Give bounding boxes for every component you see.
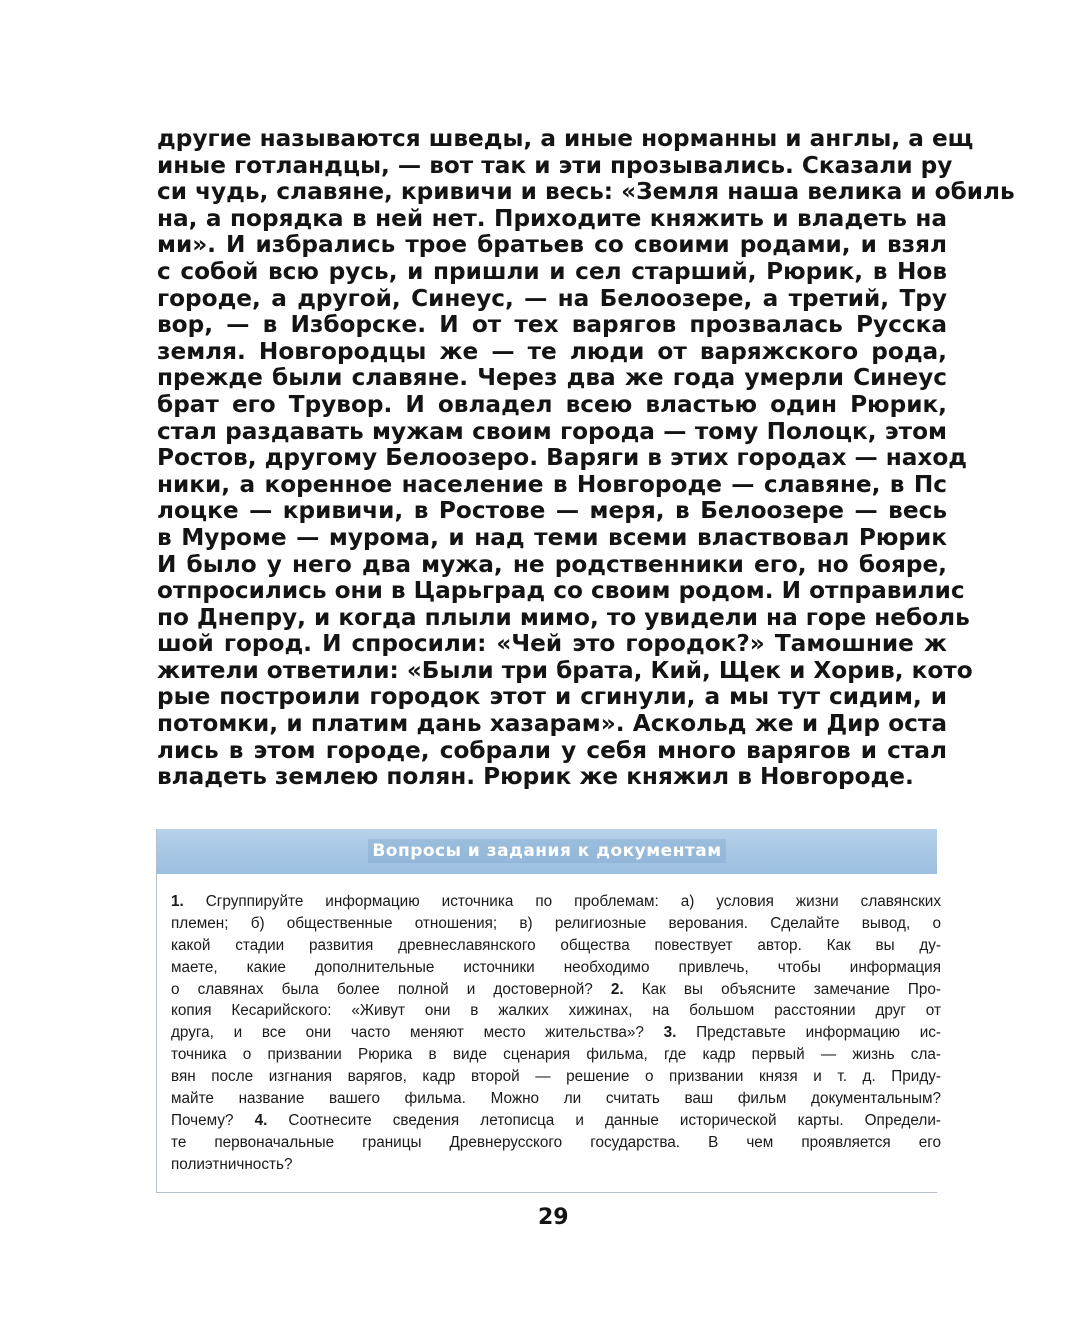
text-line: вор, — в Изборске. И от тех варягов прозвалась Русска <box>157 311 947 339</box>
questions-box <box>156 829 941 1193</box>
text-line: Ростов, другому Белоозеро. Варяги в этих городах — наход <box>157 444 968 472</box>
question-line <box>171 913 941 935</box>
questions-title: Вопросы и задания к документам <box>368 839 725 863</box>
question-line <box>171 979 941 1001</box>
text-line: лоцке — кривичи, в Ростове — меря, в Белоозере — весь <box>157 497 947 525</box>
text-line: владеть землею полян. Рюрик же княжил в Новгороде. <box>157 763 914 791</box>
text-line: брат его Трувор. И овладел всею властью один Рюрик, <box>157 390 947 418</box>
question-text: какой стадии развития древнеславянского общества повествует автор. Как вы ду- <box>171 936 941 954</box>
text-line: отпросились они в Царьград со своим родом. И отправилис <box>157 577 965 605</box>
question-text: друга, и все они часто меняют место жительства»? <box>171 1024 664 1042</box>
question-text: Почему? <box>171 1111 255 1129</box>
question-text: те первоначальные границы Древнерусского государства. В чем проявляется его <box>171 1133 941 1151</box>
question-line <box>171 1088 941 1110</box>
question-line <box>171 935 941 957</box>
text-line: рые построили городок этот и сгинули, а мы тут сидим, и <box>157 683 947 711</box>
text-line: другие называются шведы, а иные норманны и англы, а ещ <box>157 125 974 152</box>
text-line: земля. Новгородцы же — те люди от варяжского рода, <box>157 337 947 365</box>
question-text: маете, какие дополнительные источники необходимо привлечь, чтобы информация <box>171 958 941 976</box>
question-text: точника о призвании Рюрика в виде сценария фильма, где кадр первый — жизнь сла- <box>171 1046 941 1064</box>
page-number: 29 <box>538 1205 569 1230</box>
text-line: ники, а коренное население в Новгороде — славяне, в Пс <box>157 470 947 498</box>
question-number: 3. <box>663 1024 677 1042</box>
text-line: си чудь, славяне, кривичи и весь: «Земля наша велика и обиль <box>157 178 1015 206</box>
question-line <box>171 1000 941 1022</box>
question-text: племен; б) общественные отношения; в) религиозные верования. Сделайте вывод, о <box>171 914 941 932</box>
text-line: потомки, и платим дань хазарам». Аскольд же и Дир оста <box>157 710 947 738</box>
question-number: 1. <box>171 893 184 910</box>
question-text: Представьте информацию ис- <box>676 1024 941 1042</box>
question-text: Соотнесите сведения летописца и данные исторической карты. Определи- <box>267 1111 941 1129</box>
text-line: на, а порядка в ней нет. Приходите княжить и владеть на <box>157 204 947 232</box>
text-line: прежде были славяне. Через два же года умерли Синеус <box>157 364 947 392</box>
text-line: с собой всю русь, и пришли и сел старший, Рюрик, в Нов <box>157 257 947 285</box>
text-line: ми». И избрались трое братьев со своими родами, и взял <box>157 231 947 259</box>
text-line: городе, а другой, Синеус, — на Белоозере, а третий, Тру <box>157 284 947 312</box>
text-line: стал раздавать мужам своим города — тому Полоцк, этом <box>157 417 947 445</box>
text-line: в Муроме — мурома, и над теми всеми властвовал Рюрик <box>157 523 947 551</box>
question-number: 2. <box>610 980 624 998</box>
text-line: жители ответили: «Были три брата, Кий, Щек и Хорив, кото <box>157 656 973 684</box>
question-line <box>171 1044 941 1066</box>
question-line <box>171 1110 941 1132</box>
question-line <box>171 1132 941 1154</box>
question-text: Сгруппируйте информацию источника по проблемам: а) условия жизни славянских <box>183 893 941 910</box>
question-text: Как вы объясните замечание Про- <box>623 980 941 998</box>
question-line <box>171 1022 941 1044</box>
question-number: 4. <box>254 1111 268 1129</box>
question-text: о славянах была более полной и достоверной? <box>171 980 611 998</box>
text-line: иные готландцы, — вот так и эти прозывались. Сказали ру <box>157 151 953 179</box>
question-line <box>171 891 941 913</box>
question-line <box>171 1154 941 1176</box>
question-text: майте название вашего фильма. Можно ли считать ваш фильм документальным? <box>171 1090 941 1108</box>
text-line: И было у него два мужа, не родственники его, но бояре, <box>157 550 947 578</box>
questions-body <box>171 891 941 1176</box>
question-line <box>171 957 941 979</box>
text-line: по Днепру, и когда плыли мимо, то увидели на горе неболь <box>157 603 970 631</box>
question-text: полиэтничность? <box>171 1155 293 1173</box>
question-text: вян после изгнания варягов, кадр второй — решение о призвании князя и т. д. Приду- <box>171 1068 941 1086</box>
questions-header <box>157 829 937 874</box>
chronicle-text <box>157 125 1015 791</box>
question-line <box>171 1066 941 1088</box>
text-line: лись в этом городе, собрали у себя много варягов и стал <box>157 736 947 764</box>
question-text: копия Кесарийского: «Живут они в жалких хижинах, на большом расстоянии друг от <box>171 1002 941 1020</box>
text-line: шой город. И спросили: «Чей это городок?» Тамошние ж <box>157 630 947 658</box>
